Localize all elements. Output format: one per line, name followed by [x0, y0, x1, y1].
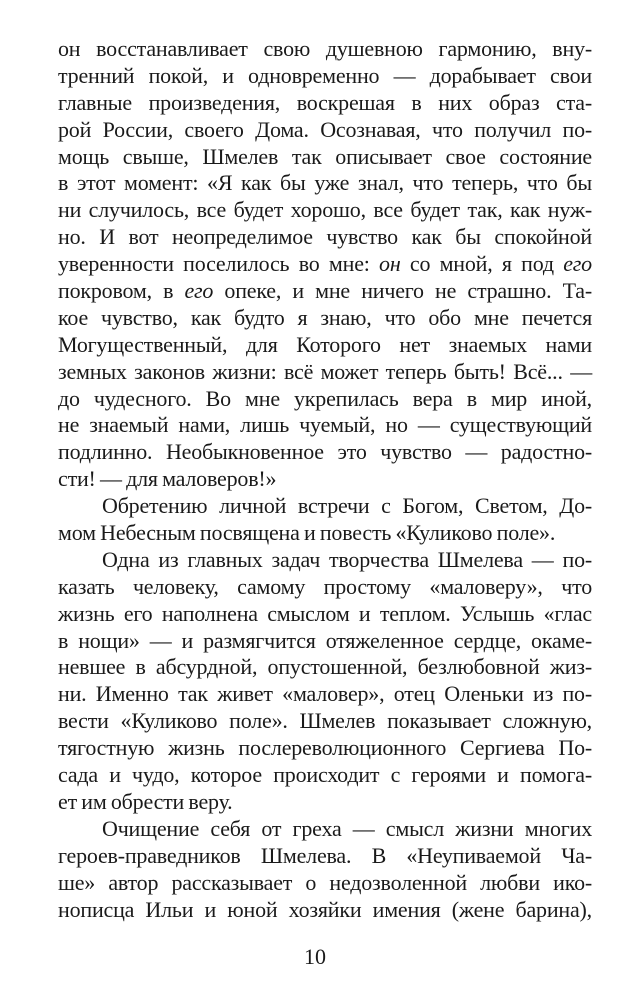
text-segment: в этот момент: «Я как бы уже знал, что теперь, что бы — [58, 170, 592, 196]
text-segment: сада и чудо, которое происходит с героями и помога- — [58, 762, 592, 788]
text-segment: покровом, в — [58, 278, 185, 304]
text-segment: он восстанавливает свою душевною гармонию, вну- — [58, 36, 592, 61]
text-segment: сти! — для маловеров!» — [58, 466, 277, 492]
text-segment: тягостную жизнь послереволюционного Сергиева По- — [58, 735, 592, 761]
text-segment: ни случилось, все будет хорошо, все будет так, как нуж- — [58, 197, 592, 223]
text-line — [58, 278, 592, 305]
text-segment: но. И вот неопределимое чувство как бы спокойной — [58, 224, 592, 250]
text-segment: нописца Ильи и юной хозяйки имения (жене барина), — [58, 896, 592, 922]
text-line — [58, 628, 592, 655]
text-line — [58, 493, 592, 520]
text-line — [58, 36, 592, 63]
text-segment: Очищение себя от греха — смысл жизни многих — [102, 815, 592, 841]
text-segment: рой России, своего Дома. Осознавая, что получил по- — [58, 116, 592, 142]
text-line — [58, 170, 592, 197]
text-segment: Обретению личной встречи с Богом, Светом, До- — [102, 493, 592, 519]
text-segment: опеке, и мне ничего не страшно. Та- — [213, 278, 592, 304]
text-segment: невшее в абсурдной, опустошенной, безлюбовной жиз- — [58, 654, 592, 680]
text-line — [58, 439, 592, 466]
text-line — [58, 735, 592, 762]
text-segment: ше» автор рассказывает о недозволенной любви ико- — [58, 869, 592, 895]
text-line — [58, 574, 592, 601]
text-segment: Могущественный, для Которого нет знаемых нами — [58, 331, 592, 357]
text-segment: со мной, я под — [400, 251, 564, 277]
text-segment: ет им обрести веру. — [58, 788, 233, 814]
text-line — [58, 305, 592, 332]
italic-text: его — [184, 278, 214, 304]
text-segment: тренний покой, и одновременно — дорабывает свои — [58, 62, 592, 88]
text-segment: уверенности поселилось во мне: — [58, 251, 380, 277]
text-line — [58, 843, 592, 870]
page-number: 10 — [304, 944, 326, 969]
text-line — [58, 197, 592, 224]
text-segment: не знаемый нами, лишь чуемый, но — существующий — [58, 412, 592, 438]
text-line — [58, 466, 592, 493]
text-line — [58, 681, 592, 708]
text-segment: земных законов жизни: всё может теперь быть! Всё... — — [58, 358, 592, 384]
italic-text: он — [379, 251, 401, 277]
text-line — [58, 870, 592, 897]
text-line — [58, 520, 592, 547]
text-segment: казать человеку, самому простому «маловеру», что — [58, 573, 592, 599]
text-line — [58, 547, 592, 574]
text-line — [58, 654, 592, 681]
text-line — [58, 144, 592, 171]
text-line — [58, 708, 592, 735]
text-line — [58, 789, 592, 816]
text-segment: до чудесного. Во мне укрепилась вера в мир иной, — [58, 385, 592, 411]
text-segment: героев-праведников Шмелева. В «Неупиваемой Ча- — [58, 842, 592, 868]
italic-text: его — [563, 251, 592, 277]
text-line — [58, 897, 592, 924]
page-body-text — [58, 36, 592, 923]
text-line — [58, 762, 592, 789]
text-segment: главные произведения, воскрешая в них образ ста- — [58, 89, 592, 115]
text-segment: кое чувство, как будто я знаю, что обо мне печется — [58, 304, 592, 330]
text-segment: ни. Именно так живет «маловер», отец Оленьки из по- — [58, 681, 592, 707]
text-line — [58, 816, 592, 843]
text-line — [58, 224, 592, 251]
text-line — [58, 63, 592, 90]
text-line — [58, 332, 592, 359]
text-line — [58, 90, 592, 117]
text-line — [58, 601, 592, 628]
text-line — [58, 251, 592, 278]
text-line — [58, 412, 592, 439]
text-segment: Одна из главных задач творчества Шмелева — по- — [102, 546, 592, 572]
text-line — [58, 386, 592, 413]
text-segment: мощь свыше, Шмелев так описывает свое состояние — [58, 143, 592, 169]
text-segment: подлинно. Необыкновенное это чувство — радостно- — [58, 439, 592, 465]
text-segment: в нощи» — и размягчится отяжеленное сердце, окаме- — [58, 627, 592, 653]
text-line — [58, 117, 592, 144]
text-segment: вести «Куликово поле». Шмелев показывает сложную, — [58, 708, 592, 734]
text-segment: жизнь его наполнена смыслом и теплом. Услышь «глас — [58, 600, 592, 626]
text-segment: мом Небесным посвящена и повесть «Куликово поле». — [58, 520, 556, 546]
text-line — [58, 359, 592, 386]
